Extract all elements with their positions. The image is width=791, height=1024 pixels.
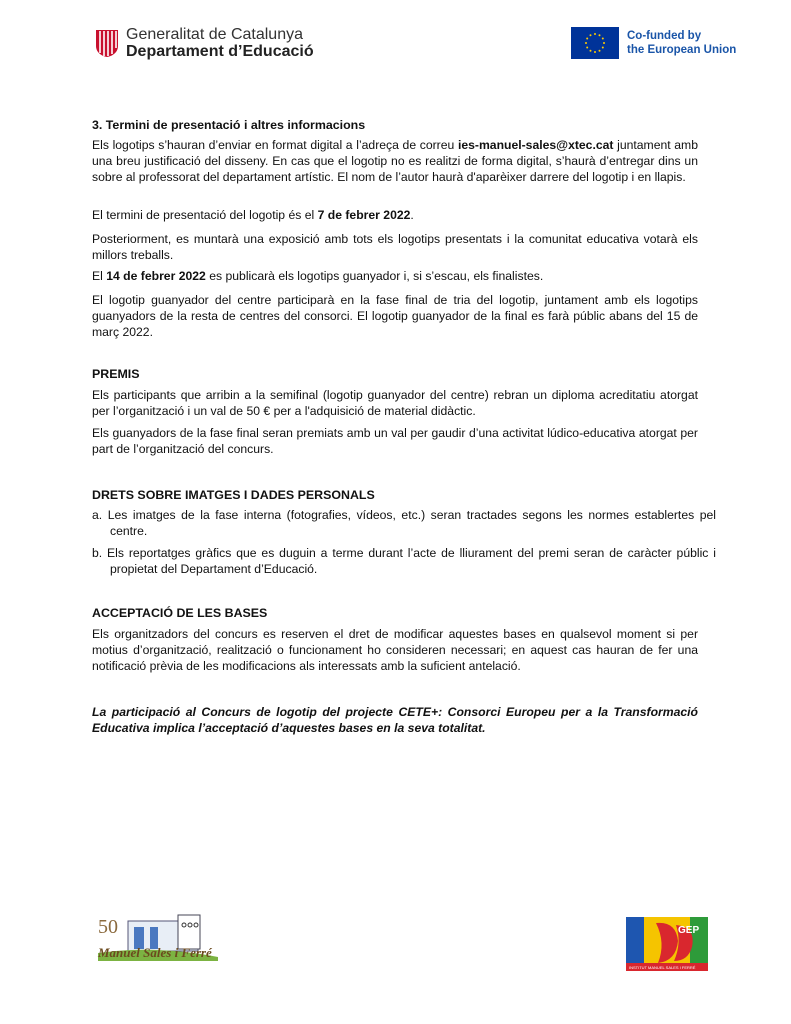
premis-title: PREMIS bbox=[92, 367, 140, 381]
section3-title: 3. Termini de presentació i altres informacions bbox=[92, 118, 366, 132]
section3-paragraph-3: Posteriorment, es muntarà una exposició amb tots els logotips presentats i la comunitat educativa votarà els millors treballs. bbox=[92, 232, 698, 263]
generalitat-name: Generalitat de Catalunya bbox=[126, 26, 303, 43]
text: . bbox=[410, 208, 414, 222]
eu-line1: Co-funded by bbox=[627, 30, 702, 42]
svg-text:50: 50 bbox=[98, 916, 118, 938]
premis-paragraph-2: Els guanyadors de la fase final seran premiats amb un val per gaudir d’una activitat lúdico-educativa atorgat per part de l’organització del concurs. bbox=[92, 426, 698, 457]
closing-statement: La participació al Concurs de logotip del projecte CETE+: Consorci Europeu per a la Transformació Educativa implica l’acceptació d’aquestes bases en la seva totalitat. bbox=[92, 705, 698, 736]
contact-email: ies-manuel-sales@xtec.cat bbox=[457, 138, 614, 152]
acceptacio-paragraph: Els organitzadors del concurs es reserven el dret de modificar aquestes bases en qualsevol moment si per motius d’organització, realització o funcionament ho consideren necessari; en aquest cas hauran de fer una notificació prèvia de les modificacions als interessats amb la suficient antelació. bbox=[92, 627, 698, 674]
acceptacio-title: ACCEPTACIÓ DE LES BASES bbox=[92, 606, 268, 620]
text: El termini de presentació del logotip és el bbox=[92, 208, 318, 222]
generalitat-logo bbox=[94, 26, 314, 60]
svg-text:GEP: GEP bbox=[678, 925, 700, 936]
generalitat-emblem-icon bbox=[94, 28, 120, 58]
drets-title: DRETS SOBRE IMATGES I DADES PERSONALS bbox=[92, 488, 375, 502]
drets-item-a: a. Les imatges de la fase interna (fotografies, vídeos, etc.) seran tractades segons les normes establertes pel centre. bbox=[92, 508, 716, 539]
text: es publicarà els logotips guanyador i, si s’escau, els finalistes. bbox=[205, 269, 544, 283]
eu-cofunded-logo bbox=[571, 27, 736, 59]
premis-paragraph-1: Els participants que arribin a la semifinal (logotip guanyador del centre) rebran un diploma acreditatiu atorgat per l’organització i un val de 50 € per a l'adquisició de material didàctic. bbox=[92, 388, 698, 419]
text: juntament amb una breu justificació del disseny. En cas que el logotip no es realitzi de forma digital, s’haurà d’entregar dins un sobre al professorat del departament artístic. El nom de l’autor haurà d'aparèixer darrere del logotip i en llapis. bbox=[92, 138, 698, 185]
svg-text:Manuel Sales i Ferré: Manuel Sales i Ferré bbox=[98, 945, 212, 960]
section3-paragraph-5: El logotip guanyador del centre participarà en la fase final de tria del logotip, juntament amb els logotips guanyadors de la resta de centres del consorci. El logotip guanyador de la final es farà públic abans del 15 de març 2022. bbox=[92, 293, 698, 340]
svg-text:INSTITUT MANUEL SALES I FERRÉ: INSTITUT MANUEL SALES I FERRÉ bbox=[629, 965, 696, 970]
text: Els logotips s’hauran d’enviar en format digital a l’adreça de correu bbox=[92, 138, 458, 152]
section3-paragraph-2 bbox=[92, 207, 698, 223]
gep-logo bbox=[626, 917, 708, 971]
department-name: Departament d’Educació bbox=[126, 43, 314, 60]
section3-paragraph-1 bbox=[92, 137, 698, 186]
text: El bbox=[92, 269, 107, 283]
eu-flag-icon bbox=[571, 27, 619, 59]
drets-item-b: b. Els reportatges gràfics que es duguin a terme durant l’acte de lliurament del premi seran de caràcter públic i propietat del Departament d’Educació. bbox=[92, 546, 716, 577]
school-50-anniversary-logo bbox=[94, 907, 220, 965]
eu-line2: the European Union bbox=[627, 44, 737, 56]
section3-paragraph-4 bbox=[92, 268, 698, 284]
publication-date: 14 de febrer 2022 bbox=[106, 269, 206, 283]
deadline-date: 7 de febrer 2022 bbox=[317, 208, 411, 222]
